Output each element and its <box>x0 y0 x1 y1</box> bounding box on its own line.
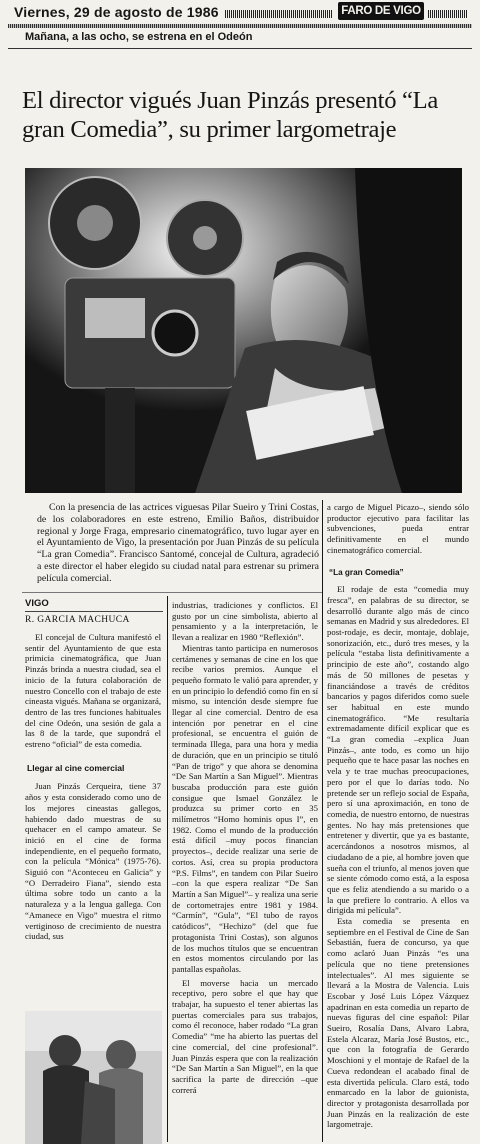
kicker: Mañana, a las ocho, se estrena en el Odeón <box>25 31 253 43</box>
column-rule-1 <box>167 596 168 1142</box>
header-date: Viernes, 29 de agosto de 1986 <box>14 4 219 20</box>
col3-paragraph-2: El rodaje de esta “comedia muy fresca”, en palabras de su director, se desarrolló durante algo más de cinco semanas en Madrid y sus alrededores. El post-rodaje, es decir, montaje, doblaje, sonorización, etc., duró tres meses, y la película “estaba lista definitivamente a principio de este año”, costando algo más de 50 millones de pesetas y financiándose a través de créditos bancarios y pagos diferidos como suele ser habitual en este mundo cinematográfico. “Me resultaría extremadamente difícil explicar que es “La gran comedia –explica Juan Pinzás–, ante todo, es como un hijo pequeño que te hace pasar las noches en vela y te trae muchas preocupaciones, pero por el que lo darías todo. No pretende ser un reflejo social de España, pero sí una aproximación, en tono de comedia, de nuestro entorno, de nuestras gentes. No hay más pretensiones que entretener y divertir, que ya es bastante, acercándonos a nosotros mismos, al ciudadano de a pie, al hombre joven que sueña con el triunfo, al menos joven que se siente cómodo como está, a la esposa que es feliz atendiendo a su marido o a la que prefiere lo contrario. A ellos va dirigida mi película”. <box>327 584 469 916</box>
header-rule <box>225 10 333 18</box>
column-2 <box>172 600 318 1095</box>
section-label-rule <box>25 611 163 612</box>
section-label: VIGO <box>25 598 49 609</box>
headline: El director vigués Juan Pinzás presentó “La gran Comedia”, su primer largometraje <box>22 87 438 143</box>
column-rule-2 <box>322 500 323 1142</box>
col2-paragraph-2: Mientras tanto participa en numerosos certámenes y semanas de cine en los que recibe varios premios. Aunque el pequeño formato le valió para aprender, y en un principio lo defendió como fin en sí mismo, su intención desde siempre fue llegar al cine comercial. Dentro de esa intención por penetrar en el cine profesional, se encuentra el guión de terminada Illega, para una hora y media de duración, que en un principio se tituló “Pan de trigo” y que ahora se denomina “De San Martín a San Miguel”. Mientras buscaba producción para este guión consigue que Ismael González le produzca su primer corto en 35 milímetros “Homo hominis opus I”, en 1982. Como el mundo de la producción está difícil –muy pocos financian proyectos–, decide realizar una serie de cortos. Así, crea su propia productora “P.S. Films”, en tandem con Pilar Sueiro –con la que espera realizar “De San Martín a San Miguel”– y realiza una serie de cortometrajes entre 1981 y 1984. “Carmín”, “Gula”, “El tubo de rayos catódicos”, “Hechizo” (del que fue protagonista Trini Costas), son algunos de los muchos títulos que se encuentran en estos momentos circulando por las pantallas españolas. <box>172 642 318 974</box>
col2-paragraph-1: industrias, tradiciones y conflictos. El gusto por un cine simbolista, abierto al pensamiento y a la interpretación, le llevan a realizar en 1980 “Reflexión”. <box>172 600 318 643</box>
lead-paragraph: Con la presencia de las actrices viguesas Pilar Sueiro y Trini Costas, de los colaboradores en este estreno, Emilio Baños, distribuidor regional y Jorge Fraga, empresario cinematográfico, tuvo lugar ayer en el Ayuntamiento de Vigo, la presentación por Juan Pinzás de su película “La gran Comedia”. Francisco Santomé, concejal de Cultura, agradeció a este director el haber elegido su ciudad natal para estrenar su primera película comercial. <box>37 502 319 584</box>
col3-paragraph-1: a cargo de Miguel Picazo–, siendo sólo productor ejecutivo para facilitar las subvenciones, pueda entrar definitivamente en el mundo cinematográfico comercial. <box>327 502 469 555</box>
col1-subhead: Llegar al cine comercial <box>27 762 125 773</box>
col2-paragraph-3: El moverse hacia un mercado receptivo, pero sobre el que hay que trabajar, ha supuesto el tener abiertas las puertas comerciales para sus trabajos, como él reconoce, haber rodado “La gran Comedia” “me ha abierto las puertas del cine comercial, del cine profesional”. Juan Pinzás espera que con la realización “De San Martín a San Miguel”, en la que sacrifica la parte de dirección –que correrá <box>172 977 318 1095</box>
header-rule-right <box>428 10 468 18</box>
inset-photo <box>25 1011 162 1144</box>
column-1 <box>25 632 161 942</box>
col1-paragraph-1: El concejal de Cultura manifestó el sentir del Ayuntamiento de que esta primicia cinematográfica, que Juan Pinzás brinda a nuestra ciudad, sea el inicio de la futura colaboración de nuestro Concello con el trabajo de este cineasta vigués. Mañana se organizará, dentro de las tres funciones habituales del cine Odeón, una sesión de gala a las 8 de la tarde, que supondrá el estreno “oficial” de esta comedia. <box>25 632 161 750</box>
newspaper-logo: FARO DE VIGO <box>338 2 424 20</box>
col3-paragraph-3: Esta comedia se presenta en septiembre en el Festival de Cine de San Sebastián, fuera de concurso, ya que como aclaró Juan Pinzás “es una película que no tiene pretensiones intelectuales”. Al mes siguiente se llevará a la Mostra de Valencia. Luis Escobar y José Luis López Vázquez apadrinan en esta comedia un reparto de nuevas figuras del cine español: Pilar Sueiro, Rosalía Dans, Alvaro Labra, Estela Alcaraz, María José Bustos, etc., que con la fotografía de Gerardo Moschioni y el montaje de Rafael de la Cueva redondean el acabado final de esta divertida película. Claro está, todo enmarcado en la labor de guionista, director y protagonista desarrollada por Juan Pinzás en la realización de este largometraje. <box>327 916 469 1130</box>
main-photo <box>25 168 462 493</box>
kicker-rule-top <box>8 24 472 28</box>
byline: R. GARCIA MACHUCA <box>25 615 130 625</box>
kicker-rule-bottom <box>8 48 472 49</box>
col3-subhead: “La gran Comedia” <box>329 567 404 577</box>
column-3 <box>327 502 469 1130</box>
col1-paragraph-2: Juan Pinzás Cerqueira, tiene 37 años y esta considerado como uno de los mejores cineastas gallegos, habiendo dado muestras de su quehacer en el campo amateur. Se inició en el cine de forma independiente, en el pequeño formato, con la película “Mónica” (1975-76). Siguió con “Aconteceu en Galicia” y “O Derradeiro Fiana”, siendo esta última sobre todo un canto a la naturaleza y a la lengua gallega. Con “Amanece en Vigo” muestra el ritmo vertiginoso de crecimiento de nuestra ciudad, sus <box>25 781 161 942</box>
lead-rule <box>22 592 322 593</box>
